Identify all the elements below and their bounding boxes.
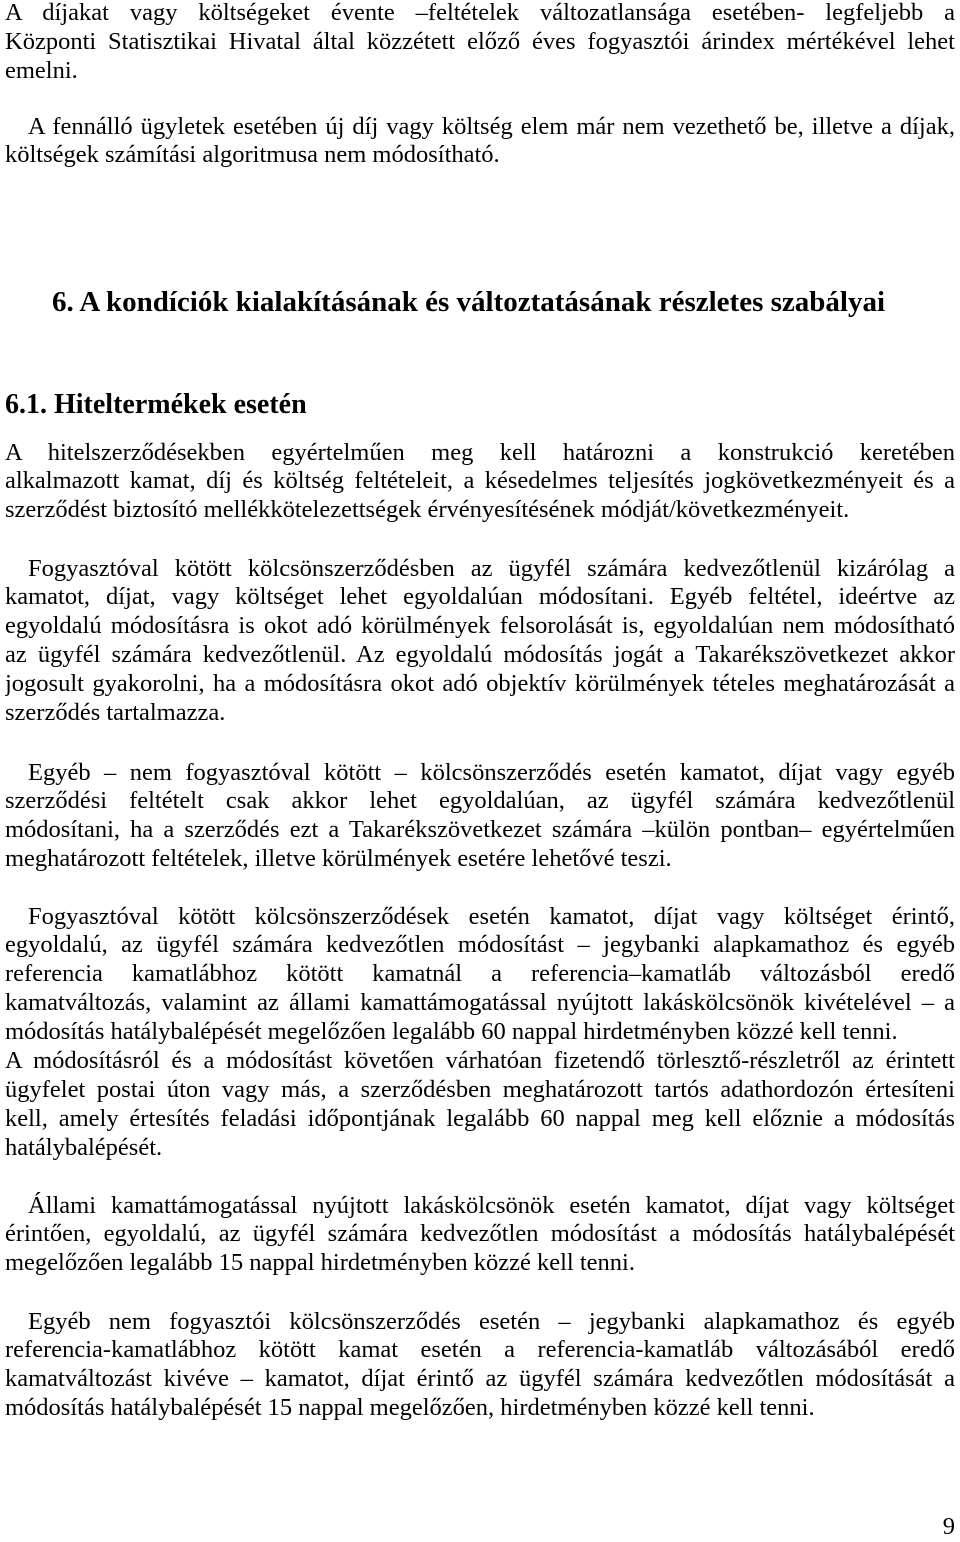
text-line: szerződés tartalmazza. <box>5 698 226 726</box>
text-line: módosítás hatálybalépését megelőzően legalább 60 nappal hirdetményben közzé kell tenni. <box>5 1018 898 1046</box>
text-line: kamatváltozás, valamint az állami kamattámogatással nyújtott lakáskölcsönök kivételével – a <box>5 989 955 1017</box>
text-line: referencia kamatlábhoz kötött kamatnál a referencia–kamatláb változásból eredő <box>5 960 955 988</box>
text-line: az ügyfél számára kedvezőtlenül. Az egyoldalú módosítás jogát a Takarékszövetkezet akkor <box>5 641 955 669</box>
text-line: egyoldalú módosításra is okot adó körülmények felsorolását is, egyoldalúan nem módosítható <box>5 612 955 640</box>
text-line: hatálybalépését. <box>5 1133 163 1161</box>
text-line: jogosult gyakorolni, ha a módosításra okot adó objektív körülmények tételes meghatározását a <box>5 670 955 698</box>
text-line: A fennálló ügyletek esetében új díj vagy költség elem már nem vezethető be, illetve a díjak, <box>28 112 955 140</box>
loan-contract-terms-paragraph <box>5 439 955 526</box>
text-line: Egyéb – nem fogyasztóval kötött – kölcsönszerződés esetén kamatot, díjat vagy egyéb <box>28 758 955 786</box>
text-line: költségek számítási algoritmusa nem módosítható. <box>5 141 500 169</box>
text-line: egyoldalú, az ügyfél számára kedvezőtlen módosítást – jegybanki alapkamathoz és egyéb <box>5 931 955 959</box>
text-line: kamatváltozást kivéve – kamatot, díjat érintő az ügyfél számára kedvezőtlen módosítását a <box>5 1365 955 1393</box>
text-line: Fogyasztóval kötött kölcsönszerződések esetén kamatot, díjat vagy költséget érintő, <box>28 902 955 930</box>
text-line: szerződést biztosító mellékkötelezettségek érvényesítésének módját/következményeit. <box>5 496 850 524</box>
client-notification-paragraph <box>5 1047 955 1163</box>
text-line: Fogyasztóval kötött kölcsönszerződésben az ügyfél számára kedvezőtlenül kizárólag a <box>28 554 955 582</box>
non-consumer-change-paragraph <box>5 759 955 875</box>
text-line: kell, amely értesítés feladási időpontjának legalább 60 nappal meg kell előznie a módosítás <box>5 1104 955 1132</box>
subsidized-housing-loan-paragraph <box>5 1192 955 1279</box>
text-line: módosítani, ha a szerződés ezt a Takarékszövetkezet számára –külön pontban– egyértelműen <box>5 816 955 844</box>
text-line: emelni. <box>5 56 78 84</box>
text-line: kamatot, díjat, vagy költséget lehet egyoldalúan módosítani. Egyéb feltétel, ideértve az <box>5 583 955 611</box>
text-line: A díjakat vagy költségeket évente –feltételek változatlansága esetében- legfeljebb a <box>5 0 955 26</box>
text-line: referencia-kamatlábhoz kötött kamat esetén a referencia-kamatláb változásából eredő <box>5 1336 955 1364</box>
text-line: A hitelszerződésekben egyértelműen meg kell határozni a konstrukció keretében <box>5 438 955 466</box>
consumer-unilateral-change-paragraph <box>5 555 955 728</box>
text-line: alkalmazott kamat, díj és költség feltételeit, a késedelmes teljesítés jogkövetkezményeit és a <box>5 467 955 495</box>
text-line: módosítás hatálybalépését 15 nappal megelőzően, hirdetményben közzé kell tenni. <box>5 1394 815 1422</box>
text-line: szerződési feltételt csak akkor lehet egyoldalúan, az ügyfél számára kedvezőtlenül <box>5 787 955 815</box>
non-consumer-15-day-notice-paragraph <box>5 1308 955 1424</box>
subsection-heading: 6.1. Hiteltermékek esetén <box>5 389 307 420</box>
text-line: Központi Statisztikai Hivatal által közzétett előző éves fogyasztói árindex mértékével lehet <box>5 27 955 55</box>
page-number: 9 <box>942 1513 955 1540</box>
text-line: ügyfelet postai úton vagy más, a szerződésben meghatározott tartós adathordozón értesíteni <box>5 1075 955 1103</box>
text-line: érintően, egyoldalú, az ügyfél számára kedvezőtlen módosítást a módosítás hatálybalépését <box>5 1220 955 1248</box>
text-line: Állami kamattámogatással nyújtott lakáskölcsönök esetén kamatot, díjat vagy költséget <box>28 1191 955 1219</box>
text-line: megelőzően legalább 15 nappal hirdetményben közzé kell tenni. <box>5 1249 635 1277</box>
fee-indexation-paragraph <box>5 0 955 86</box>
text-line: meghatározott feltételek, illetve körülmények esetére lehetővé teszi. <box>5 845 672 873</box>
existing-contracts-paragraph <box>5 113 955 171</box>
consumer-60-day-notice-paragraph <box>5 903 955 1047</box>
section-heading: 6. A kondíciók kialakításának és változtatásának részletes szabályai <box>52 286 886 318</box>
text-line: Egyéb nem fogyasztói kölcsönszerződés esetén – jegybanki alapkamathoz és egyéb <box>28 1307 955 1335</box>
text-line: A módosításról és a módosítást követően várhatóan fizetendő törlesztő-részletről az érintett <box>5 1047 955 1074</box>
